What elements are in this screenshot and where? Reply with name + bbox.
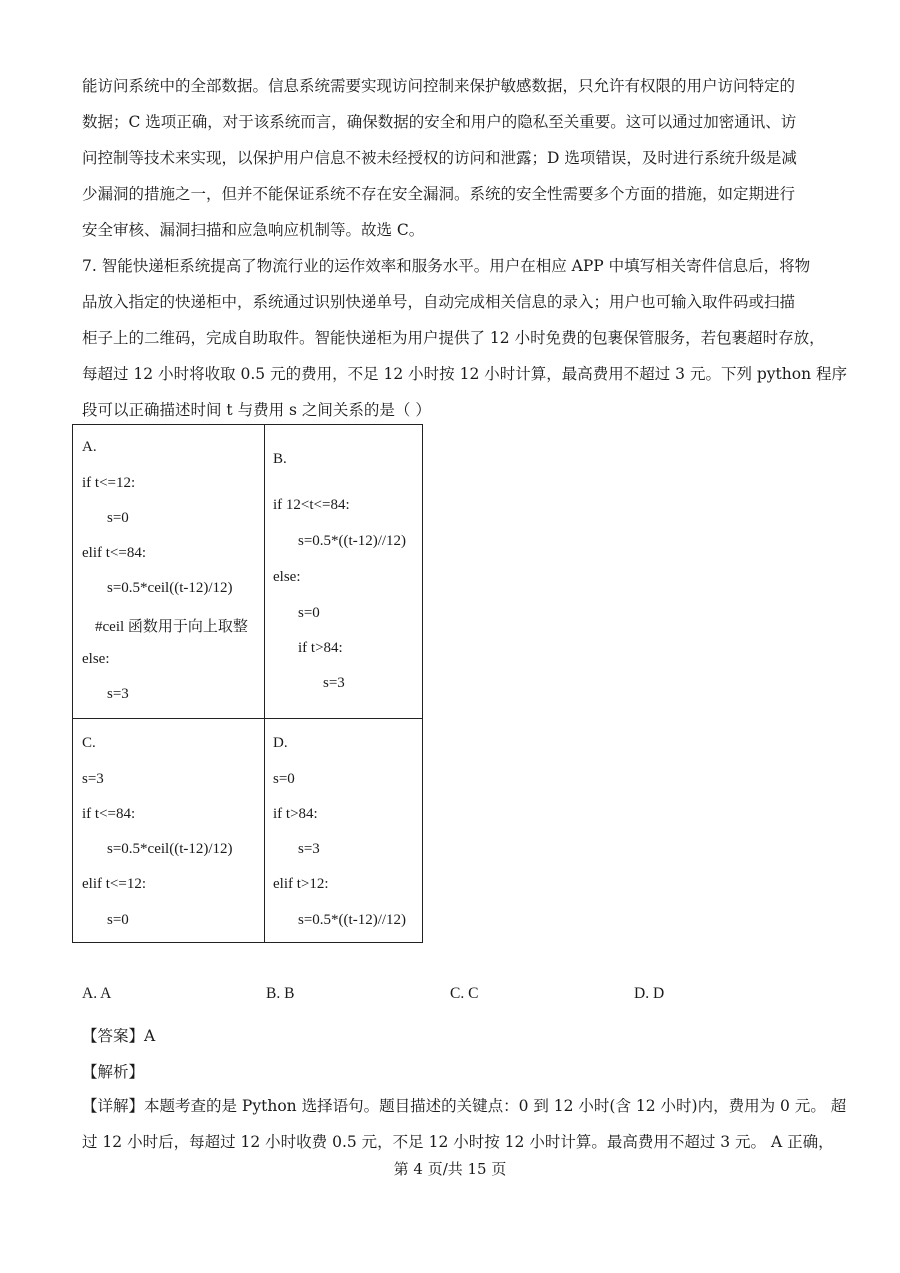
- text-line: 数据；C 选项正确，对于该系统而言，确保数据的安全和用户的隐私至关重要。这可以通过加密通讯、访: [82, 113, 797, 131]
- text-line: 安全审核、漏洞扫描和应急响应机制等。故选 C。: [82, 221, 425, 239]
- option-label: A.: [82, 439, 97, 455]
- code-line: s=3: [323, 675, 345, 691]
- choice-c: C. C: [450, 985, 479, 1002]
- answer-line: 【答案】A: [82, 1027, 156, 1045]
- text-line: 7. 智能快递柜系统提高了物流行业的运作效率和服务水平。用户在相应 APP 中填写相关寄件信息后，将物: [82, 257, 811, 275]
- text-line: 段可以正确描述时间 t 与费用 s 之间关系的是（ ）: [82, 401, 431, 419]
- options-table: [72, 424, 423, 943]
- code-line: s=0: [298, 605, 320, 621]
- text-line: 柜子上的二维码，完成自助取件。智能快递柜为用户提供了 12 小时免费的包裹保管服务，若包裹超时存放，: [82, 329, 825, 347]
- choice-b: B. B: [266, 985, 295, 1002]
- text-line: 每超过 12 小时将收取 0.5 元的费用，不足 12 小时按 12 小时计算，最高费用不超过 3 元。下列 python 程序: [82, 365, 848, 383]
- code-line: else:: [82, 651, 110, 667]
- analysis-label: 【解析】: [82, 1063, 145, 1081]
- text-line: 问控制等技术来实现，以保护用户信息不被未经授权的访问和泄露；D 选项错误，及时进行系统升级是减: [82, 149, 797, 167]
- code-line: elif t<=12:: [82, 876, 146, 892]
- option-label: C.: [82, 735, 96, 751]
- page-footer: 第 4 页/共 15 页: [393, 1160, 507, 1178]
- code-line: s=0.5*((t-12)//12): [298, 912, 407, 928]
- code-line: s=0.5*ceil((t-12)/12): [107, 580, 233, 596]
- text-line: 品放入指定的快递柜中，系统通过识别快递单号，自动完成相关信息的录入；用户也可输入取件码或扫描: [82, 293, 796, 311]
- text-line: 少漏洞的措施之一，但并不能保证系统不存在安全漏洞。系统的安全性需要多个方面的措施，如定期进行: [82, 185, 796, 203]
- code-comment: #ceil 函数用于向上取整: [95, 619, 248, 635]
- option-label: B.: [273, 451, 287, 467]
- code-line: s=3: [107, 686, 129, 702]
- choice-a: A. A: [82, 985, 112, 1002]
- code-line: s=3: [82, 771, 104, 787]
- code-line: s=0: [107, 510, 129, 526]
- code-line: if t>84:: [298, 640, 343, 656]
- code-line: s=0: [273, 771, 295, 787]
- code-line: if t>84:: [273, 806, 318, 822]
- code-line: elif t>12:: [273, 876, 329, 892]
- code-line: s=3: [298, 841, 320, 857]
- question-7-stem: [82, 248, 848, 428]
- choice-d: D. D: [634, 985, 665, 1002]
- code-line: if 12<t<=84:: [273, 497, 350, 513]
- code-line: s=0.5*ceil((t-12)/12): [107, 841, 233, 857]
- code-line: elif t<=84:: [82, 545, 146, 561]
- code-line: else:: [273, 569, 301, 585]
- option-d-cell: [265, 719, 423, 943]
- detail-paragraph: [82, 1088, 847, 1160]
- option-c-cell: [73, 719, 265, 943]
- code-line: if t<=84:: [82, 806, 136, 822]
- code-line: s=0: [107, 912, 129, 928]
- code-line: s=0.5*((t-12)//12): [298, 533, 407, 549]
- text-line: 过 12 小时后，每超过 12 小时收费 0.5 元，不足 12 小时按 12 小时计算。最高费用不超过 3 元。 A 正确，: [82, 1133, 834, 1151]
- option-label: D.: [273, 735, 288, 751]
- text-line: 能访问系统中的全部数据。信息系统需要实现访问控制来保护敏感数据，只允许有权限的用户访问特定的: [82, 77, 796, 95]
- option-a-cell: [73, 425, 265, 719]
- intro-paragraph: [82, 68, 822, 248]
- text-line: 【详解】本题考查的是 Python 选择语句。题目描述的关键点：0 到 12 小时(含 12 小时)内，费用为 0 元。 超: [82, 1097, 847, 1115]
- code-line: if t<=12:: [82, 475, 136, 491]
- option-b-cell: [265, 425, 423, 719]
